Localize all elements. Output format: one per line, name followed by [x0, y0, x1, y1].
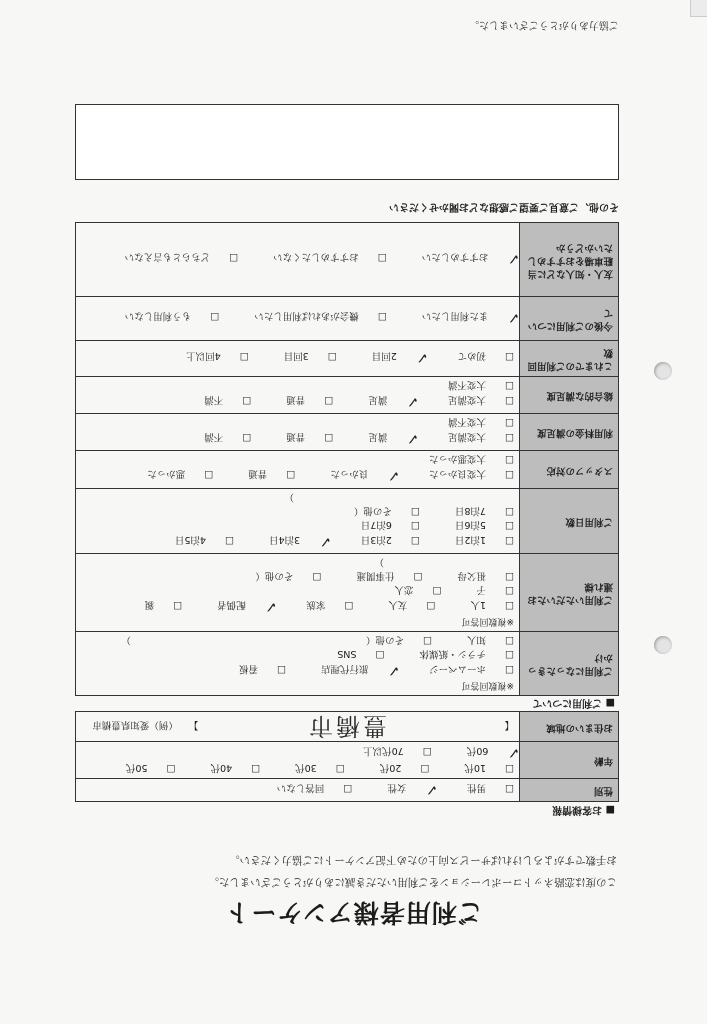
- option-acquaintance[interactable]: ☐ 知人: [466, 634, 514, 645]
- checkbox-icon: ☐: [505, 431, 514, 442]
- checkbox-icon: ☐: [505, 468, 514, 480]
- option-staff-good[interactable]: ✓ 良かった: [330, 467, 400, 486]
- checkbox-icon: ☐: [327, 350, 337, 362]
- form-title: ご利用者様アンケート: [224, 898, 483, 927]
- intro-line-2: お手数ですがよろしければサービス向上のため下記アンケートにご協力ください。: [229, 854, 617, 866]
- checkbox-icon: ☐: [344, 599, 354, 610]
- checkbox-icon: ☐: [505, 599, 514, 610]
- checkbox-icon: ☐: [377, 251, 387, 263]
- checkbox-icon: ☐: [426, 599, 436, 610]
- age-options: [76, 742, 520, 779]
- label-overall: 総合的な満足度: [520, 377, 619, 414]
- row-staff: [76, 451, 619, 489]
- price-options: [76, 414, 520, 451]
- checkbox-icon: ☐: [505, 663, 514, 674]
- row-gender: [76, 779, 619, 802]
- comments-textbox[interactable]: [75, 104, 619, 180]
- option-third-time[interactable]: ☐ 3回目: [283, 350, 337, 362]
- option-4n5d[interactable]: ☐ 4泊5日: [174, 534, 235, 545]
- checkbox-icon: ☐: [324, 431, 334, 442]
- option-male[interactable]: ☐ 男性: [466, 782, 514, 793]
- checkbox-icon: ☐: [505, 416, 514, 427]
- check-mark-icon: ✓: [387, 662, 401, 680]
- staff-options: [76, 451, 520, 489]
- option-overall-very-dissatisfied[interactable]: ☐ 大変不満: [447, 379, 514, 390]
- option-recommend[interactable]: ✓ おすすめしたい: [421, 250, 520, 269]
- option-price-average[interactable]: ☐ 普通: [286, 431, 334, 442]
- checkbox-icon: ☐: [410, 519, 420, 530]
- intro-line-1: この度は恋路ネットコーポレーションをご利用いただき誠にありがとうございました。: [208, 876, 617, 888]
- check-mark-icon: ✓: [387, 467, 400, 486]
- option-not-recommend[interactable]: ☐ おすすめしたくない: [273, 251, 387, 263]
- check-mark-icon: ✓: [415, 349, 429, 368]
- checkbox-icon: ☐: [312, 570, 322, 581]
- checkbox-icon: ☐: [225, 534, 235, 545]
- option-partner[interactable]: ☐ 恋人: [394, 584, 442, 595]
- checkbox-icon: ☐: [505, 519, 514, 530]
- checkbox-icon: ☐: [377, 310, 387, 322]
- option-price-very-satisfied[interactable]: ☐ 大変満足: [447, 431, 514, 442]
- checkbox-icon: ☐: [277, 663, 286, 674]
- checkbox-icon: ☐: [173, 599, 183, 610]
- option-age-50s[interactable]: ☐ 50代: [125, 762, 176, 773]
- checkbox-icon: ☐: [286, 468, 296, 480]
- trigger-options: ※複数回答可 ☐ ホームページ ✓ 旅行代理店 ☐ 看板 ☐ チラシ・紙媒体 ☐ SNS ☐ 知人 ☐ その他（ ）: [76, 632, 520, 696]
- check-mark-icon: ✓: [406, 393, 419, 411]
- option-friend[interactable]: ☐ 友人: [388, 599, 436, 610]
- checkbox-icon: ☐: [242, 394, 252, 405]
- option-flyer[interactable]: ☐ チラシ・紙媒体: [419, 648, 514, 659]
- option-no-use[interactable]: ☐ もう利用しない: [124, 310, 220, 322]
- label-area: お住まいの地域: [520, 712, 619, 742]
- label-future-use: 今後のご利用について: [520, 297, 619, 341]
- checkbox-icon: ☐: [229, 251, 239, 263]
- option-stay-other[interactable]: ☐ その他（: [353, 505, 420, 516]
- checkbox-icon: ☐: [410, 505, 420, 516]
- option-grandparent[interactable]: ☐ 祖父母: [457, 570, 514, 581]
- label-visit-count: これまでのご利用回数: [520, 341, 619, 377]
- option-1n2d[interactable]: ☐ 1泊2日: [454, 534, 514, 545]
- checkbox-icon: ☐: [505, 634, 514, 645]
- option-use-if-chance[interactable]: ☐ 機会があれば利用したい: [254, 310, 387, 322]
- option-work[interactable]: ☐ 仕事関連: [356, 570, 423, 581]
- checkbox-icon: ☐: [505, 453, 514, 465]
- area-example: （例）愛知県豊橋市: [92, 719, 178, 731]
- checkbox-icon: ☐: [505, 782, 514, 793]
- checkbox-icon: ☐: [505, 350, 514, 362]
- row-recommend: [76, 223, 619, 297]
- label-price: 利用料金の満足度: [520, 414, 619, 451]
- option-age-70s[interactable]: ☐ 70代以上: [363, 745, 432, 756]
- label-trigger: ご利用になったきっかけ: [520, 632, 619, 696]
- row-age: [76, 742, 619, 779]
- checkbox-icon: ☐: [420, 762, 430, 773]
- option-age-20s[interactable]: ☐ 20代: [379, 762, 430, 773]
- option-7n8d[interactable]: ☐ 7泊8日: [454, 505, 514, 516]
- trigger-note: ※複数回答可: [461, 680, 514, 690]
- checkbox-icon: ☐: [251, 762, 261, 773]
- option-overall-very-satisfied[interactable]: ☐ 大変満足: [447, 394, 514, 405]
- option-3n4d[interactable]: ✓ 3泊4日: [269, 533, 332, 551]
- option-overall-satisfied[interactable]: ✓ 満足: [368, 393, 419, 411]
- area-field[interactable]: 【 】 （例）愛知県豊橋市: [76, 712, 520, 742]
- checkbox-icon: ☐: [505, 534, 514, 545]
- option-companion-other[interactable]: ☐ その他（: [255, 570, 322, 581]
- option-homepage[interactable]: ☐ ホームページ: [429, 663, 514, 674]
- stay-length-options: ☐ 1泊2日 ☐ 2泊3日 ✓ 3泊4日 ☐ 4泊5日 ☐ 5泊6日 ☐ 6泊7日 ☐ 7泊8日 ☐ その他（ ）: [76, 489, 520, 554]
- checkbox-icon: ☐: [422, 634, 432, 645]
- option-four-plus[interactable]: ☐ 4回以上: [186, 350, 249, 362]
- label-recommend: 友人・知人などに当駐車場をおすすめしたいかどうか: [520, 223, 619, 297]
- visit-count-options: [76, 341, 520, 377]
- option-2n3d[interactable]: ☐ 2泊3日: [360, 534, 420, 545]
- checkbox-icon: ☐: [505, 394, 514, 405]
- checkbox-icon: ☐: [239, 350, 249, 362]
- option-neither[interactable]: ☐ どちらとも言えない: [124, 251, 239, 263]
- option-staff-bad[interactable]: ☐ 悪かった: [147, 468, 214, 480]
- option-parent[interactable]: ☐ 親: [144, 599, 183, 610]
- checkbox-icon: ☐: [410, 534, 420, 545]
- checkbox-icon: ☐: [505, 762, 514, 773]
- option-overall-dissatisfied[interactable]: ☐ 不満: [204, 394, 252, 405]
- checkbox-icon: ☐: [242, 431, 252, 442]
- option-5n6d[interactable]: ☐ 5泊6日: [454, 519, 514, 530]
- option-price-dissatisfied[interactable]: ☐ 不満: [204, 431, 252, 442]
- checkbox-icon: ☐: [505, 570, 514, 581]
- option-travel-agency[interactable]: ✓ 旅行代理店: [321, 662, 401, 680]
- row-stay-length: [76, 489, 619, 554]
- option-alone[interactable]: ☐ 1人: [470, 599, 514, 610]
- check-mark-icon: ✓: [507, 309, 520, 328]
- label-age: 年齢: [520, 742, 619, 779]
- option-overall-average[interactable]: ☐ 普通: [286, 394, 334, 405]
- check-mark-icon: ✓: [425, 781, 438, 799]
- option-sns[interactable]: ☐ SNS: [337, 648, 385, 659]
- check-mark-icon: ✓: [406, 430, 419, 448]
- row-companion: [76, 554, 619, 632]
- option-staff-very-good[interactable]: ☐ 大変良かった: [428, 468, 514, 480]
- handwritten-area: 豊橋市: [306, 712, 387, 740]
- row-price: [76, 414, 619, 451]
- option-family[interactable]: ☐ 家族: [306, 599, 354, 610]
- checkbox-icon: ☐: [413, 570, 423, 581]
- checkbox-icon: ☐: [166, 762, 176, 773]
- check-mark-icon: ✓: [507, 744, 520, 762]
- checkbox-icon: ☐: [204, 468, 214, 480]
- checkbox-icon: ☐: [422, 745, 432, 756]
- checkbox-icon: ☐: [505, 648, 514, 659]
- option-age-60s[interactable]: ✓ 60代: [466, 744, 520, 762]
- label-companion: ご利用いただいたお連れ様: [520, 554, 619, 632]
- checkbox-icon: ☐: [432, 584, 442, 595]
- option-price-satisfied[interactable]: ✓ 満足: [368, 430, 419, 448]
- checkbox-icon: ☐: [324, 394, 334, 405]
- option-staff-average[interactable]: ☐ 普通: [248, 468, 296, 480]
- checkbox-icon: ☐: [343, 782, 353, 793]
- check-mark-icon: ✓: [507, 250, 520, 269]
- option-6n7d[interactable]: ☐ 6泊7日: [360, 519, 420, 530]
- usage-table: [75, 222, 619, 696]
- section-usage: ■ ご利用について: [532, 697, 615, 708]
- option-signboard[interactable]: ☐ 看板: [238, 663, 286, 674]
- recommend-options: [76, 223, 520, 297]
- future-use-options: [76, 297, 520, 341]
- option-second-time[interactable]: ✓ 2回目: [371, 349, 429, 368]
- label-staff: スタッフの対応: [520, 451, 619, 489]
- option-female[interactable]: ✓ 女性: [387, 781, 438, 799]
- option-price-very-dissatisfied[interactable]: ☐ 大変不満: [447, 416, 514, 427]
- check-mark-icon: ✓: [319, 533, 332, 551]
- option-no-answer[interactable]: ☐ 回答しない: [276, 782, 353, 793]
- companion-note: ※複数回答可: [461, 616, 514, 626]
- checkbox-icon: ☐: [505, 379, 514, 390]
- row-visit-count: [76, 341, 619, 377]
- option-age-40s[interactable]: ☐ 40代: [210, 762, 261, 773]
- row-overall: [76, 377, 619, 414]
- gender-options: [76, 779, 520, 802]
- option-spouse[interactable]: ✓ 配偶者: [217, 598, 278, 616]
- option-trigger-other[interactable]: ☐ その他（: [365, 634, 432, 645]
- checkbox-icon: ☐: [335, 762, 345, 773]
- overall-options: [76, 377, 520, 414]
- row-future-use: [76, 297, 619, 341]
- checkbox-icon: ☐: [505, 505, 514, 516]
- checkbox-icon: ☐: [375, 648, 385, 659]
- companion-options: ※複数回答可 ☐ 1人 ☐ 友人 ☐ 家族 ✓ 配偶者 ☐ 親 ☐ 子 ☐ 恋人 ☐ 祖父母 ☐ 仕事関連 ☐ その他（ ）: [76, 554, 520, 632]
- thank-you-note: ご協力ありがとうございました。: [469, 19, 619, 30]
- check-mark-icon: ✓: [264, 598, 278, 616]
- section-customer-info: ■ お客様情報: [552, 804, 615, 815]
- comments-heading: その他、ご意見ご要望ご感想などお聞かせください: [389, 201, 619, 212]
- option-age-30s[interactable]: ☐ 30代: [295, 762, 345, 773]
- option-staff-very-bad[interactable]: ☐ 大変悪かった: [428, 453, 514, 465]
- option-child[interactable]: ☐ 子: [476, 584, 514, 595]
- option-age-10s[interactable]: ☐ 10代: [464, 762, 514, 773]
- option-first-time[interactable]: ☐ 初めて: [457, 350, 514, 362]
- checkbox-icon: ☐: [505, 584, 514, 595]
- label-gender: 性別: [520, 779, 619, 802]
- option-use-again[interactable]: ✓ また利用したい: [421, 309, 520, 328]
- label-stay-length: ご利用日数: [520, 489, 619, 554]
- checkbox-icon: ☐: [210, 310, 220, 322]
- row-trigger: [76, 632, 619, 696]
